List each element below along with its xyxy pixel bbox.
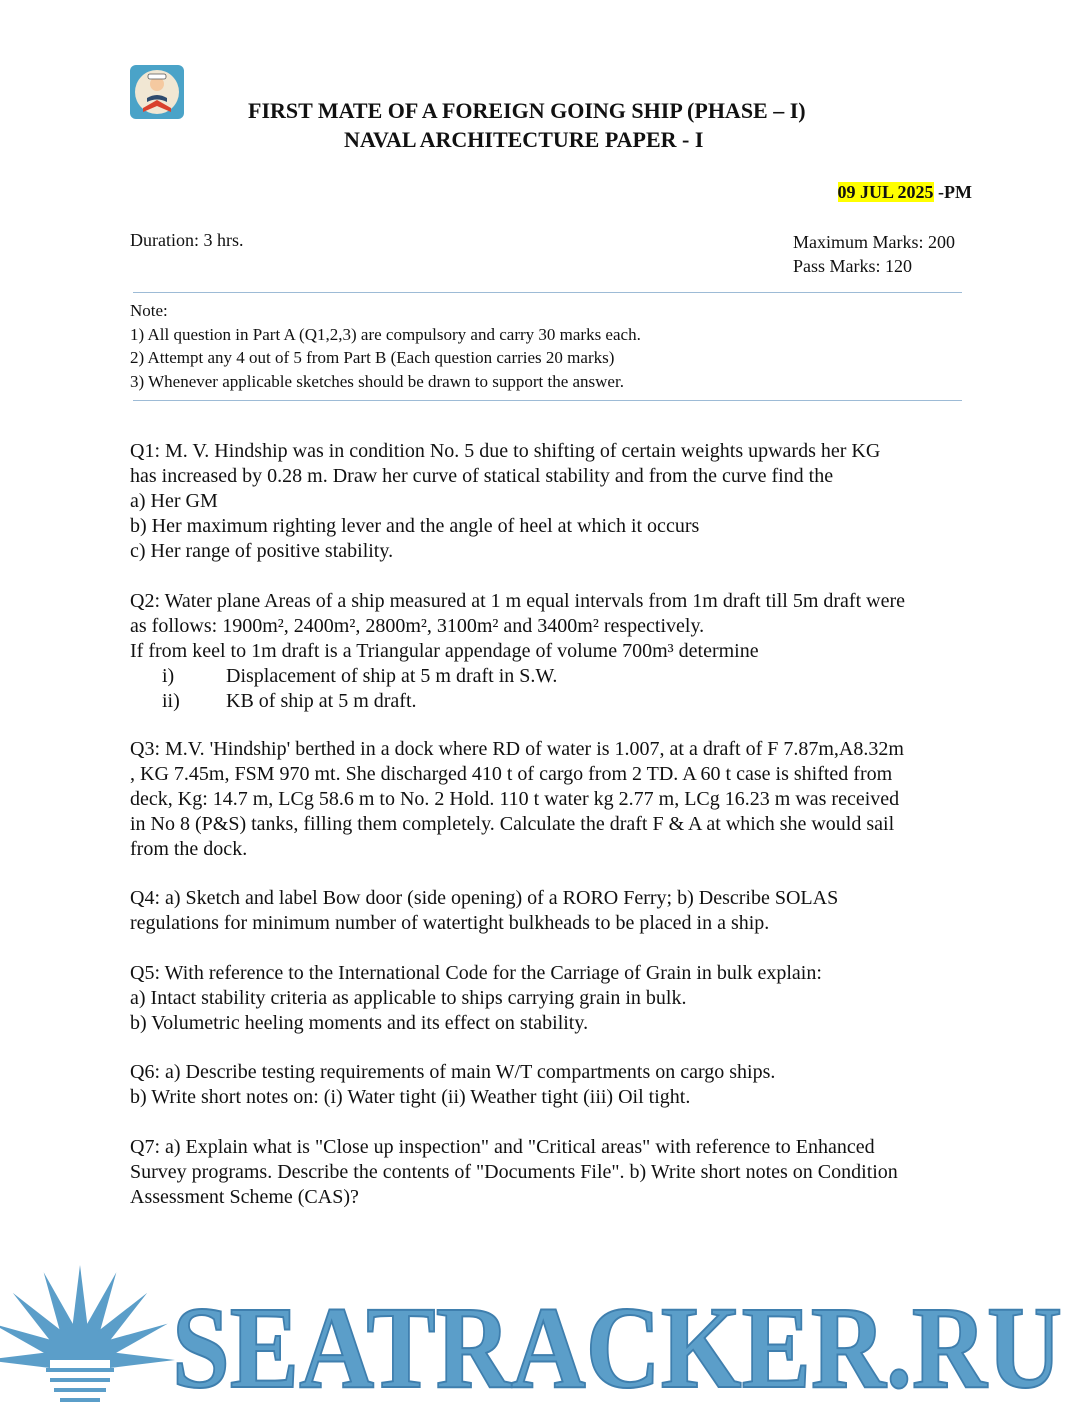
question-line: Q1: M. V. Hindship was in condition No. 5 due to shifting of certain weights upwards her KG [130, 440, 881, 462]
question-6 [130, 1060, 980, 1110]
question-line: has increased by 0.28 m. Draw her curve of statical stability and from the curve find the [130, 465, 834, 487]
question-line: a) Intact stability criteria as applicable to ships carrying grain in bulk. [130, 987, 687, 1009]
question-line: Q6: a) Describe testing requirements of main W/T compartments on cargo ships. [130, 1061, 776, 1083]
question-line: deck, Kg: 14.7 m, LCg 58.6 m to No. 2 Hold. 110 t water kg 2.77 m, LCg 16.23 m was received [130, 788, 900, 810]
question-3 [130, 737, 980, 862]
question-line: b) Her maximum righting lever and the angle of heel at which it occurs [130, 515, 700, 537]
note-line: 2) Attempt any 4 out of 5 from Part B (Each question carries 20 marks) [130, 348, 615, 367]
question-line: regulations for minimum number of watertight bulkheads to be placed in a ship. [130, 912, 770, 934]
sub-question-text: Displacement of ship at 5 m draft in S.W. [226, 665, 558, 687]
question-4 [130, 886, 980, 936]
divider-top [133, 292, 962, 293]
note-block [130, 299, 641, 393]
exam-date [838, 182, 973, 203]
sun-rays-watermark-icon [0, 1265, 175, 1402]
sub-question [162, 689, 980, 714]
question-line: If from keel to 1m draft is a Triangular appendage of volume 700m³ determine [130, 640, 759, 662]
sub-question-number: i) [162, 665, 175, 687]
sub-question-text: KB of ship at 5 m draft. [226, 690, 417, 712]
seafarer-reading-book-logo-icon [129, 64, 185, 120]
exam-session: -PM [933, 182, 972, 202]
note-line: 3) Whenever applicable sketches should be drawn to support the answer. [130, 371, 624, 391]
question-line: Q3: M.V. 'Hindship' berthed in a dock where RD of water is 1.007, at a draft of F 7.87m,A8.32m [130, 738, 904, 760]
question-line: in No 8 (P&S) tanks, filling them completely. Calculate the draft F & A at which she would sail [130, 813, 895, 835]
pass-marks: Pass Marks: 120 [793, 256, 913, 276]
question-1 [130, 439, 980, 564]
marks-block [793, 230, 955, 278]
watermark-text: SEATRACKER.RU [172, 1282, 1062, 1413]
paper-title: NAVAL ARCHITECTURE PAPER - I [344, 127, 704, 152]
note-line: 1) All question in Part A (Q1,2,3) are compulsory and carry 30 marks each. [130, 324, 641, 344]
question-7 [130, 1135, 980, 1210]
duration: Duration: 3 hrs. [130, 230, 244, 250]
watermark [0, 1255, 1080, 1425]
question-5 [130, 961, 980, 1036]
question-line: Q5: With reference to the International Code for the Carriage of Grain in bulk explain: [130, 962, 822, 984]
question-line: Assessment Scheme (CAS)? [130, 1186, 359, 1208]
question-line: Q4: a) Sketch and label Bow door (side opening) of a RORO Ferry; b) Describe SOLAS [130, 887, 839, 909]
question-line: c) Her range of positive stability. [130, 540, 394, 562]
question-line: , KG 7.45m, FSM 970 mt. She discharged 410 t of cargo from 2 TD. A 60 t case is shifted from [130, 763, 893, 785]
sub-question [162, 664, 980, 689]
question-line: as follows: 1900m², 2400m², 2800m², 3100m² and 3400m² respectively. [130, 615, 705, 637]
question-line: Survey programs. Describe the contents of "Documents File". b) Write short notes on Condition [130, 1161, 898, 1183]
question-line: Q7: a) Explain what is "Close up inspection" and "Critical areas" with reference to Enhanced [130, 1136, 875, 1158]
question-line: b) Write short notes on: (i) Water tight (ii) Weather tight (iii) Oil tight. [130, 1086, 691, 1108]
divider-bottom [133, 400, 962, 401]
max-marks: Maximum Marks: 200 [793, 232, 955, 252]
note-heading: Note: [130, 301, 168, 320]
exam-title: FIRST MATE OF A FOREIGN GOING SHIP (PHASE – I) [248, 98, 806, 123]
sub-question-number: ii) [162, 690, 180, 712]
question-line: b) Volumetric heeling moments and its effect on stability. [130, 1012, 589, 1034]
question-line: a) Her GM [130, 490, 218, 512]
question-line: from the dock. [130, 838, 248, 860]
question-2 [130, 589, 980, 714]
question-line: Q2: Water plane Areas of a ship measured at 1 m equal intervals from 1m draft till 5m draft were [130, 590, 905, 612]
exam-date-highlight: 09 JUL 2025 [837, 182, 934, 202]
